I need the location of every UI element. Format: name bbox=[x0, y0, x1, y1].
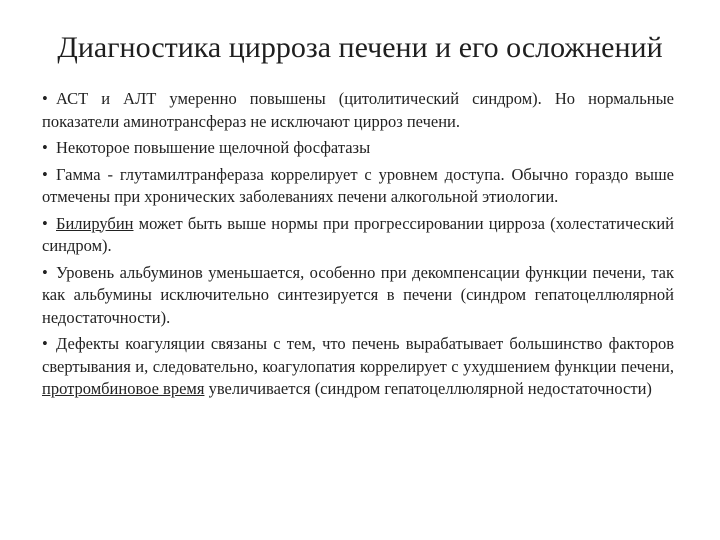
item-text: может быть выше нормы при прогрессировании цирроза (холестатический синдром). bbox=[42, 213, 674, 255]
item-text: Некоторое повышение щелочной фосфатазы bbox=[56, 138, 371, 157]
prothrombin-time-link[interactable]: протромбиновое время bbox=[42, 379, 205, 398]
list-item-alkaline-phosphatase bbox=[42, 137, 674, 160]
bullet-icon: • bbox=[42, 164, 48, 184]
item-text: увеличивается (синдром гепатоцеллюлярной недостаточности) bbox=[204, 379, 652, 398]
bullet-icon: • bbox=[42, 213, 48, 233]
bullet-icon: • bbox=[42, 262, 48, 282]
item-text: Гамма - глутамилтранфераза коррелирует с уровнем доступа. Обычно гораздо выше отмечены при хронических заболеваниях печени алкогольной этиологии. bbox=[42, 164, 674, 206]
item-text: Дефекты коагуляции связаны с тем, что печень вырабатывает большинство факторов свертывания и, следовательно, коагулопатия коррелирует с ухудшением функции печени, bbox=[42, 334, 674, 376]
list-item-bilirubin bbox=[42, 213, 674, 258]
list-item-albumin bbox=[42, 262, 674, 330]
item-text: АСТ и АЛТ умеренно повышены (цитолитический синдром). Но нормальные показатели аминотрансфераз не исключают цирроз печени. bbox=[42, 89, 674, 131]
bullet-icon: • bbox=[42, 138, 48, 157]
page-title: Диагностика цирроза печени и его осложнений bbox=[57, 31, 663, 64]
list-item-coagulation bbox=[42, 333, 674, 401]
bullet-icon: • bbox=[42, 89, 48, 108]
list-item-ggt bbox=[42, 164, 674, 209]
bilirubin-link[interactable]: Билирубин bbox=[56, 213, 134, 233]
bullet-list bbox=[42, 88, 674, 405]
bullet-icon: • bbox=[42, 334, 48, 353]
list-item-ast-alt bbox=[42, 88, 674, 133]
item-text: Уровень альбуминов уменьшается, особенно при декомпенсации функции печени, так как альбумины исключительно синтезируется в печени (синдром гепатоцеллюлярной недостаточности). bbox=[42, 262, 674, 327]
